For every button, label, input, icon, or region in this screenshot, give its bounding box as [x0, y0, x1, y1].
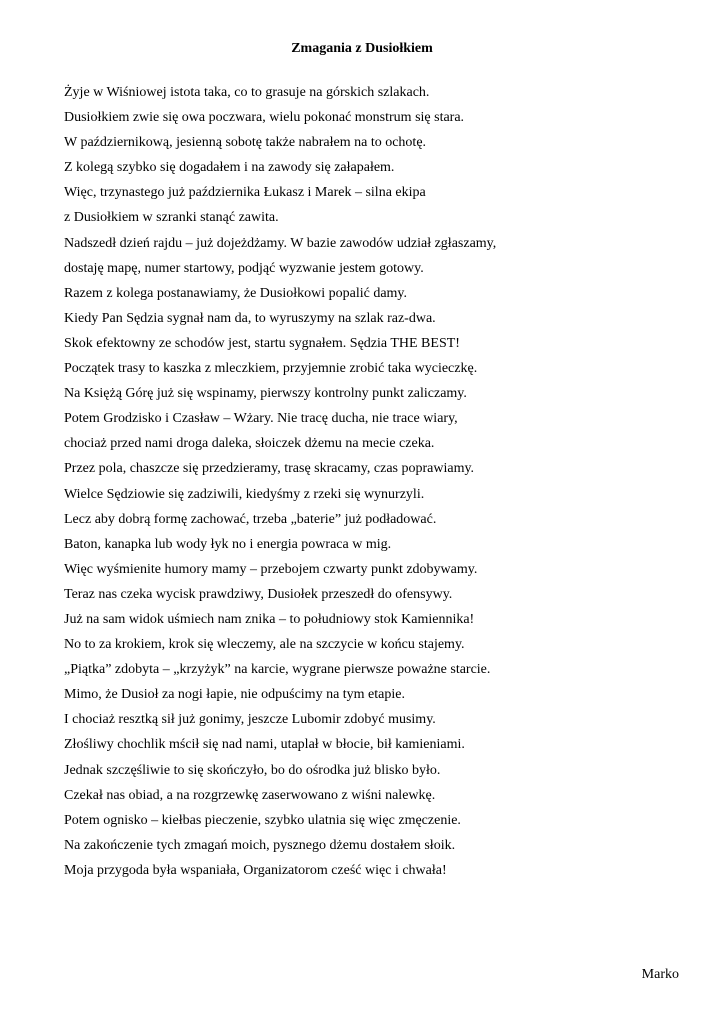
poem-line: No to za krokiem, krok się wleczemy, ale na szczycie w końcu stajemy.	[64, 637, 465, 653]
poem-line: dostaję mapę, numer startowy, podjąć wyzwanie jestem gotowy.	[64, 260, 424, 276]
poem-line: Teraz nas czeka wycisk prawdziwy, Dusiołek przeszedł do ofensywy.	[64, 586, 453, 602]
poem-line: Dusiołkiem zwie się owa poczwara, wielu pokonać monstrum się stara.	[64, 110, 465, 126]
poem-line: „Piątka” zdobyta – „krzyżyk” na karcie, wygrane pierwsze poważne starcie.	[64, 662, 491, 678]
poem-line: Z kolegą szybko się dogadałem i na zawody się załapałem.	[64, 160, 395, 176]
poem-line: Już na sam widok uśmiech nam znika – to południowy stok Kamiennika!	[64, 611, 475, 627]
poem-line: Potem Grodzisko i Czasław – Wżary. Nie tracę ducha, nie trace wiary,	[64, 411, 458, 427]
poem-line: Więc, trzynastego już października Łukasz i Marek – silna ekipa	[64, 185, 426, 201]
poem-line: Kiedy Pan Sędzia sygnał nam da, to wyruszymy na szlak raz-dwa.	[64, 310, 436, 326]
poem-line: I chociaż resztką sił już gonimy, jeszcze Lubomir zdobyć musimy.	[64, 712, 436, 728]
poem-line: Moja przygoda była wspaniała, Organizatorom cześć więc i chwała!	[64, 862, 447, 878]
poem-line: chociaż przed nami droga daleka, słoiczek dżemu na mecie czeka.	[64, 436, 435, 452]
poem-line: Przez pola, chaszcze się przedzieramy, trasę skracamy, czas poprawiamy.	[64, 461, 475, 477]
poem-line: Więc wyśmienite humory mamy – przebojem czwarty punkt zdobywamy.	[64, 561, 478, 577]
poem-line: Skok efektowny ze schodów jest, startu sygnałem. Sędzia THE BEST!	[64, 335, 460, 351]
poem-line: Na Księżą Górę już się wspinamy, pierwszy kontrolny punkt zaliczamy.	[64, 386, 467, 402]
poem-line: Wielce Sędziowie się zadziwili, kiedyśmy z rzeki się wynurzyli.	[64, 486, 425, 502]
poem-body	[64, 84, 684, 887]
poem-line: Żyje w Wiśniowej istota taka, co to grasuje na górskich szlakach.	[64, 85, 430, 100]
poem-line: Nadszedł dzień rajdu – już dojeżdżamy. W bazie zawodów udział zgłaszamy,	[64, 235, 497, 251]
poem-line: Razem z kolega postanawiamy, że Dusiołkowi popalić damy.	[64, 285, 408, 301]
poem-line: Potem ognisko – kiełbas pieczenie, szybko ulatnia się więc zmęczenie.	[64, 812, 461, 828]
poem-line: Baton, kanapka lub wody łyk no i energia powraca w mig.	[64, 536, 392, 552]
poem-line: W październikową, jesienną sobotę także nabrałem na to ochotę.	[64, 135, 427, 151]
poem-line: z Dusiołkiem w szranki stanąć zawita.	[64, 210, 279, 226]
poem-line: Mimo, że Dusioł za nogi łapie, nie odpuścimy na tym etapie.	[64, 687, 405, 703]
poem-line: Lecz aby dobrą formę zachować, trzeba „baterie” już podładować.	[64, 511, 437, 527]
poem-line: Początek trasy to kaszka z mleczkiem, przyjemnie zrobić taka wycieczkę.	[64, 361, 478, 377]
poem-line: Jednak szczęśliwie to się skończyło, bo do ośrodka już blisko było.	[64, 762, 441, 778]
poem-line: Na zakończenie tych zmagań moich, pysznego dżemu dostałem słoik.	[64, 837, 456, 853]
poem-line: Czekał nas obiad, a na rozgrzewkę zaserwowano z wiśni nalewkę.	[64, 787, 436, 803]
poem-line: Złośliwy chochlik mścił się nad nami, utaplał w błocie, bił kamieniami.	[64, 737, 465, 753]
poem-title: Zmagania z Dusiołkiem	[291, 41, 433, 56]
author-signature: Marko	[641, 967, 679, 982]
